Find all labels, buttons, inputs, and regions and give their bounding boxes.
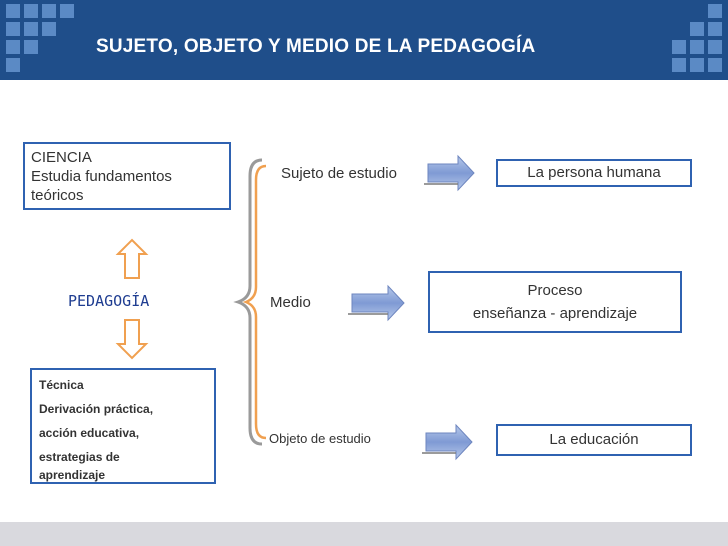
- ciencia-line: teóricos: [31, 187, 84, 204]
- right-arrow-icon: [424, 156, 474, 190]
- educacion-box: La educación: [496, 424, 692, 456]
- proceso-subtitle: enseñanza - aprendizaje: [472, 305, 638, 322]
- tecnica-line: acción educativa,: [39, 426, 140, 440]
- footer-bar: [0, 522, 728, 546]
- sujeto-label: Sujeto de estudio: [281, 165, 397, 182]
- tecnica-line: aprendizaje: [39, 468, 106, 482]
- persona-humana-box: La persona humana: [496, 159, 692, 187]
- hollow-up-arrow-icon: [118, 240, 146, 278]
- right-arrow-icon: [422, 425, 472, 459]
- tecnica-box: [30, 368, 216, 484]
- hollow-down-arrow-icon: [118, 320, 146, 358]
- pedagogia-label: PEDAGOGÍA: [68, 292, 150, 310]
- medio-label: Medio: [270, 294, 311, 311]
- tecnica-title: Técnica: [39, 378, 84, 392]
- ciencia-line: Estudia fundamentos: [31, 168, 172, 185]
- tecnica-line: Derivación práctica,: [39, 402, 154, 416]
- ciencia-title: CIENCIA: [31, 149, 92, 166]
- slide-title: SUJETO, OBJETO Y MEDIO DE LA PEDAGOGÍA: [96, 36, 536, 57]
- objeto-label: Objeto de estudio: [269, 431, 371, 446]
- right-arrow-icon: [348, 286, 404, 320]
- curly-brace-gray: [238, 160, 262, 444]
- tecnica-line: estrategias de: [39, 450, 120, 464]
- ciencia-box: [23, 142, 231, 210]
- proceso-title: Proceso: [527, 282, 583, 299]
- proceso-box: [428, 271, 682, 333]
